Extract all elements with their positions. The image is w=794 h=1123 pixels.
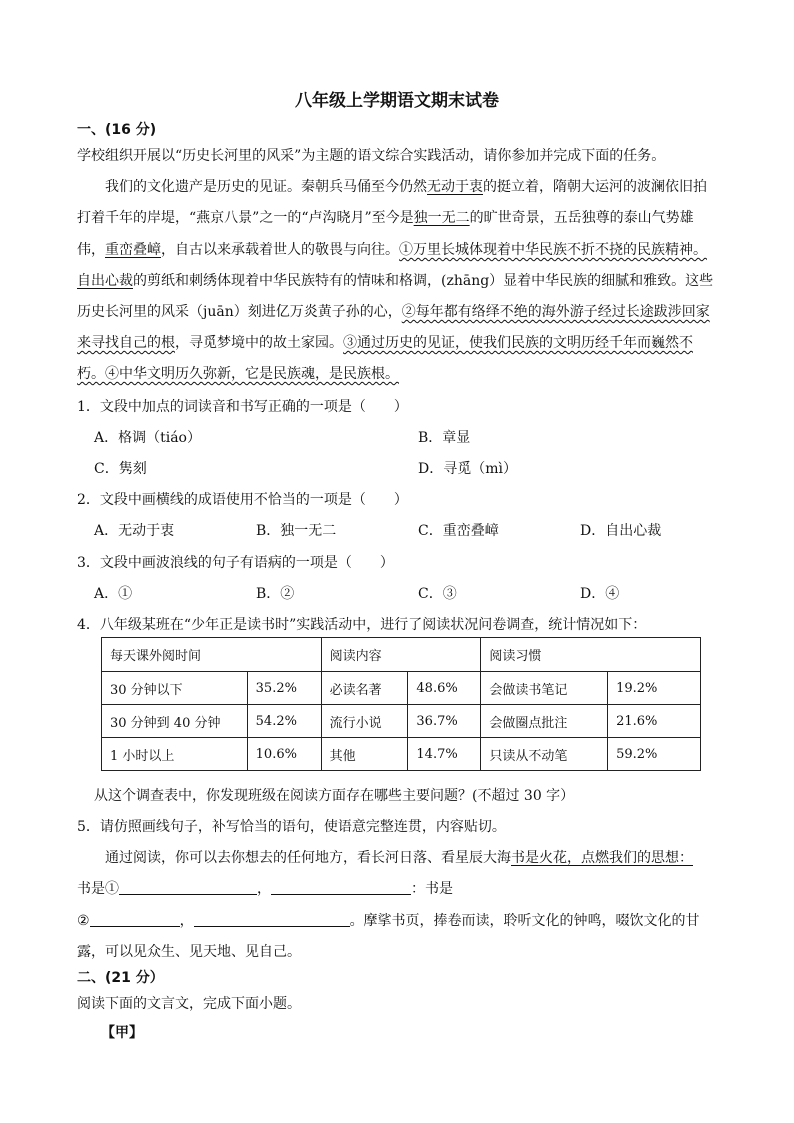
wavy-sentence: ④中华文明历久弥新，它是民族魂，是民族根。 <box>105 366 399 382</box>
passage-text: 的剪纸和刺绣体现着中华民族特有的情味和格调，(zhāng）显着中华民族的细腻和雅致。这些 <box>133 273 714 289</box>
passage-text: 伟， <box>77 242 105 258</box>
question-1-stem: 1．文段中加点的词读音和书写正确的一项是（ ） <box>77 399 408 415</box>
table-cell: 10.6% <box>247 738 321 771</box>
wavy-sentence: ①万里长城体现着中华民族不折不挠的民族精神。 <box>399 242 707 258</box>
wavy-sentence: 来寻找自己的根 <box>77 335 175 351</box>
q5-line-1 <box>105 847 693 867</box>
section-2-heading: 二、(21 分） <box>77 970 164 986</box>
table-header-cell: 阅读习惯 <box>481 638 701 672</box>
passage-text: ，自古以来承载着世人的敬畏与向往。 <box>161 242 399 258</box>
passage-line-4 <box>77 270 713 290</box>
exam-title: 八年级上学期语文期末试卷 <box>295 91 499 111</box>
answer-blank-2b[interactable] <box>194 912 350 927</box>
wavy-sentence: 朽。 <box>77 366 105 382</box>
q2-option-b[interactable]: B．独一无二 <box>256 523 337 539</box>
table-header-cell: 阅读内容 <box>321 638 481 672</box>
q5-text: ， <box>257 881 271 897</box>
idiom-underlined: 自出心裁 <box>77 273 133 289</box>
table-cell: 只读从不动笔 <box>481 738 608 771</box>
q1-option-c[interactable]: C．隽刻 <box>94 461 147 477</box>
wavy-sentence: ②每年都有络绎不绝的海外游子经过长途跋涉回家 <box>401 304 710 320</box>
table-cell: 30 分钟以下 <box>102 672 248 705</box>
table-cell: 会做圈点批注 <box>481 705 608 738</box>
passage-text: 历史长河里的风采（juān）刻进亿万炎黄子孙的心， <box>77 304 402 320</box>
question-4-stem: 4．八年级某班在“少年正是读书时”实践活动中，进行了阅读状况问卷调查，统计情况如下： <box>77 617 647 633</box>
table-cell: 流行小说 <box>321 705 408 738</box>
passage-line-1 <box>105 176 707 196</box>
table-cell: 59.2% <box>608 738 701 771</box>
question-2-stem: 2．文段中画横线的成语使用不恰当的一项是（ ） <box>77 492 408 508</box>
table-cell: 30 分钟到 40 分钟 <box>102 705 248 738</box>
model-sentence-underlined: 书是火花，点燃我们的思想： <box>511 850 693 866</box>
q5-text: 。摩挲书页，捧卷而读，聆听文化的钟鸣，啜饮文化的甘 <box>349 913 700 929</box>
table-cell: 必读名著 <box>321 672 408 705</box>
table-cell: 19.2% <box>608 672 701 705</box>
passage-line-2 <box>77 207 694 227</box>
q5-line-3 <box>77 910 700 930</box>
idiom-underlined: 重峦叠嶂 <box>105 242 161 258</box>
table-cell: 1 小时以上 <box>102 738 248 771</box>
section-2-intro: 阅读下面的文言文，完成下面小题。 <box>77 996 301 1012</box>
survey-table <box>101 637 701 771</box>
q1-option-a[interactable]: A．格调（tiáo） <box>94 430 201 446</box>
passage-text: 的旷世奇景，五岳独尊的泰山气势雄 <box>469 210 694 226</box>
passage-text: 打着千年的岸堤，“燕京八景”之一的“卢沟晓月”至今是 <box>77 210 414 226</box>
table-cell: 48.6% <box>408 672 481 705</box>
q1-option-d[interactable]: D．寻觅（mì） <box>418 461 517 477</box>
table-row <box>102 738 701 771</box>
q5-text: ② <box>77 913 90 929</box>
section-1-heading: 一、(16 分) <box>77 122 157 138</box>
question-5-stem: 5．请仿照画线句子，补写恰当的语句，使语意完整连贯，内容贴切。 <box>77 819 506 835</box>
section-2-label-jia: 【甲】 <box>101 1025 143 1041</box>
table-header-row <box>102 638 701 672</box>
question-3-stem: 3．文段中画波浪线的句子有语病的一项是（ ） <box>77 555 394 571</box>
q5-text: 通过阅读，你可以去你想去的任何地方，看长河日落、看星辰大海 <box>105 850 511 866</box>
question-4-prompt: 从这个调查表中，你发现班级在阅读方面存在哪些主要问题？(不超过 30 字） <box>94 788 575 804</box>
q5-text: ：书是 <box>411 881 453 897</box>
table-row <box>102 705 701 738</box>
passage-text: ，寻觅梦境中的故土家园。 <box>175 335 343 351</box>
passage-text: 我们的文化遗产是历史的见证。秦朝兵马俑至今仍然 <box>105 179 427 195</box>
answer-blank-2a[interactable] <box>90 912 180 927</box>
passage-line-6 <box>77 332 693 352</box>
passage-line-7 <box>77 363 399 383</box>
q3-option-c[interactable]: C．③ <box>418 586 457 602</box>
table-cell: 54.2% <box>247 705 321 738</box>
table-cell: 会做读书笔记 <box>481 672 608 705</box>
table-cell: 14.7% <box>408 738 481 771</box>
table-cell: 其他 <box>321 738 408 771</box>
q2-option-d[interactable]: D．自出心裁 <box>580 523 662 539</box>
passage-text: 的挺立着，隋朝大运河的波澜依旧拍 <box>483 179 707 195</box>
q5-line-4: 露，可以见众生、见天地、见自己。 <box>77 944 301 960</box>
answer-blank-1b[interactable] <box>271 880 411 895</box>
table-row <box>102 672 701 705</box>
table-header-cell: 每天课外阅时间 <box>102 638 322 672</box>
table-cell: 36.7% <box>408 705 481 738</box>
wavy-sentence: ③通过历史的见证，使我们民族的文明历经千年而巍然不 <box>343 335 693 351</box>
table-cell: 21.6% <box>608 705 701 738</box>
idiom-underlined: 无动于衷 <box>427 179 483 195</box>
q3-option-b[interactable]: B．② <box>256 586 295 602</box>
q3-option-a[interactable]: A．① <box>94 586 133 602</box>
passage-line-3 <box>77 239 707 259</box>
q5-line-2 <box>77 878 453 898</box>
q3-option-d[interactable]: D．④ <box>580 586 620 602</box>
q2-option-a[interactable]: A．无动于衷 <box>94 523 175 539</box>
passage-line-5 <box>77 301 710 321</box>
q5-text: ， <box>179 913 194 929</box>
q2-option-c[interactable]: C．重峦叠嶂 <box>418 523 499 539</box>
answer-blank-1a[interactable] <box>119 880 257 895</box>
table-cell: 35.2% <box>247 672 321 705</box>
section-1-intro: 学校组织开展以“历史长河里的风采”为主题的语文综合实践活动，请你参加并完成下面的任务。 <box>77 148 666 164</box>
q5-text: 书是① <box>77 881 119 897</box>
idiom-underlined: 独一无二 <box>413 210 470 226</box>
q1-option-b[interactable]: B．章显 <box>418 430 471 446</box>
